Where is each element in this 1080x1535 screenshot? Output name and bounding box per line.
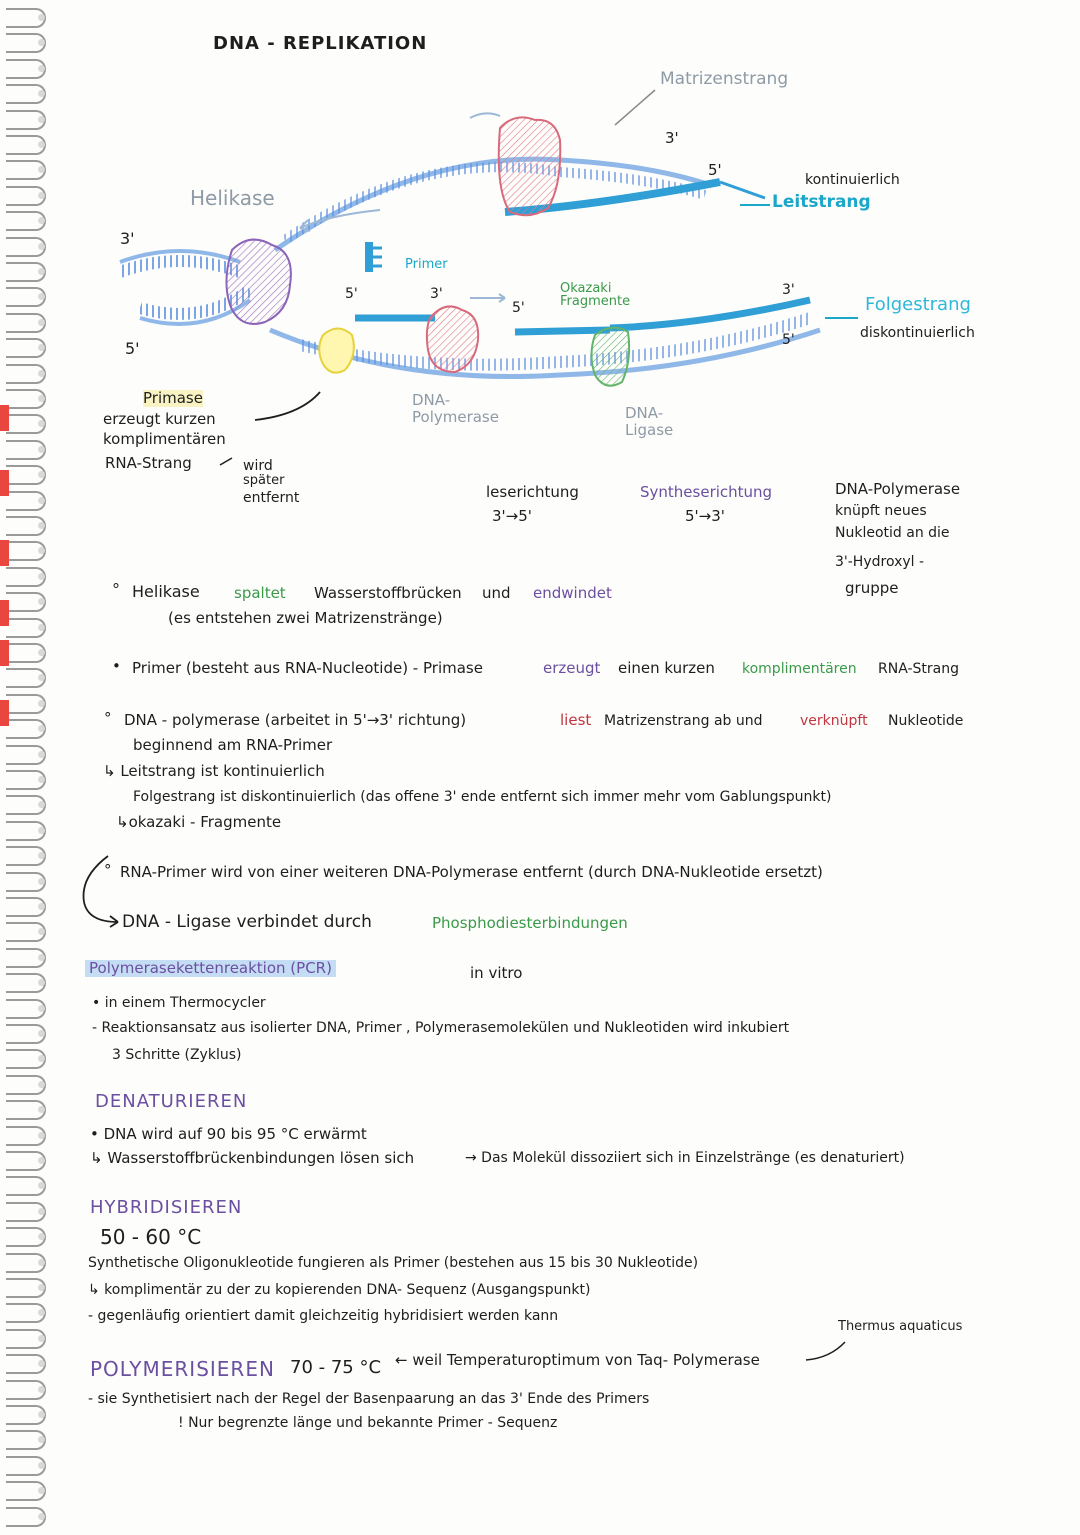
polymerase-leading-shape — [499, 117, 561, 215]
direction-arrow-top — [470, 113, 500, 118]
binding-hole — [38, 1030, 45, 1037]
denat-line3: → Das Molekül dissoziiert sich in Einzelstränge (es denaturiert) — [465, 1150, 905, 1166]
note-poly-f: beginnend am RNA-Primer — [133, 736, 333, 754]
wird-later-3: entfernt — [243, 490, 300, 506]
label-leading-5: 5' — [708, 161, 722, 179]
label-primer-3: 3' — [430, 286, 443, 302]
binding-hole — [38, 1132, 45, 1139]
label-matrizenstrang: Matrizenstrang — [660, 69, 789, 89]
label-helikase: Helikase — [190, 186, 275, 210]
note-folge: Folgestrang ist diskontinuierlich (das offene 3' ende entfernt sich immer mehr vom Gablungspunkt) — [133, 789, 832, 805]
poly-heading: POLYMERISIEREN — [90, 1357, 275, 1381]
poly-note-1: DNA-Polymerase — [835, 480, 961, 498]
label-okazaki: Okazaki Fragmente — [560, 281, 631, 309]
note-poly-b: liest — [560, 711, 592, 729]
note-helikase-f: (es entstehen zwei Matrizenstränge) — [168, 609, 443, 627]
hyb-line3: - gegenläufig orientiert damit gleichzeitig hybridisiert werden kann — [88, 1308, 559, 1324]
note-helikase-e: endwindet — [533, 584, 612, 602]
note-poly-e: Nukleotide — [888, 713, 964, 729]
note-okazaki: ↳okazaki - Fragmente — [116, 813, 282, 831]
note-helikase-c: Wasserstoffbrücken — [314, 584, 462, 602]
leader-primase — [255, 392, 320, 420]
label-dna-ligase: DNA-Ligase — [625, 404, 674, 440]
lagging-fragment-2 — [515, 330, 610, 332]
binding-hole — [38, 1005, 45, 1012]
helicase-shape — [226, 240, 290, 324]
binding-hole — [38, 1157, 45, 1164]
poly-note-2: knüpft neues — [835, 503, 927, 519]
leserichtung-dir: 3'→5' — [492, 507, 532, 525]
label-primer: Primer — [405, 257, 448, 272]
primase-line3: RNA-Strang — [105, 454, 192, 472]
binding-hole — [38, 1208, 45, 1215]
primase-line1: erzeugt kurzen — [103, 410, 216, 428]
poly-line1: - sie Synthetisiert nach der Regel der Basenpaarung an das 3' Ende des Primers — [88, 1391, 650, 1407]
primase-title: Primase — [143, 389, 203, 407]
label-leitstrang: Leitstrang — [772, 192, 871, 212]
binding-hole — [38, 903, 45, 910]
syntheserichtung-dir: 5'→3' — [685, 507, 725, 525]
wird-later-2: später — [243, 473, 285, 488]
label-frag-5: 5' — [512, 300, 525, 316]
label-left-5: 5' — [125, 339, 140, 358]
binding-hole — [38, 1081, 45, 1088]
thermus-arrow — [800, 1338, 860, 1368]
ligase-shape — [592, 328, 630, 386]
label-primer-5: 5' — [345, 286, 358, 302]
thermus-note: Thermus aquaticus — [838, 1319, 963, 1334]
denat-line2: ↳ Wasserstoffbrückenbindungen lösen sich — [90, 1149, 415, 1167]
poly-note-3: Nukleotid an die — [835, 525, 950, 541]
note-primer-b: erzeugt — [543, 659, 601, 677]
binding-hole — [38, 827, 45, 834]
binding-tab — [0, 600, 9, 626]
label-dna-polymerase: DNA-Polymerase — [412, 391, 499, 427]
bullet-helikase: ° — [112, 580, 120, 599]
label-folgestrang: Folgestrang — [865, 294, 971, 315]
binding-hole — [38, 573, 45, 580]
binding-hole — [38, 1335, 45, 1342]
label-lagging-5: 5' — [782, 332, 795, 348]
leserichtung-label: leserichtung — [486, 483, 579, 501]
binding-hole — [38, 1259, 45, 1266]
note-ligase-b: Phosphodiesterbindungen — [432, 914, 628, 932]
page-title: DNA - REPLIKATION — [213, 33, 428, 54]
note-ligase-a: DNA - Ligase verbindet durch — [122, 912, 372, 932]
bullet-rna-primer: ° — [104, 861, 112, 879]
polymerase-lagging-shape — [427, 306, 478, 372]
note-leit: ↳ Leitstrang ist kontinuierlich — [103, 762, 325, 780]
pcr-line2: - Reaktionsansatz aus isolierter DNA, Primer , Polymerasemolekülen und Nukleotiden wird inkubiert — [92, 1020, 790, 1036]
note-helikase-b: spaltet — [234, 584, 286, 602]
note-primer-d: komplimentären — [742, 661, 857, 677]
poly-temp: 70 - 75 °C — [290, 1357, 382, 1378]
note-primer-e: RNA-Strang — [878, 661, 959, 677]
poly-note-4: 3'-Hydroxyl - — [835, 554, 925, 570]
label-diskontinuierlich: diskontinuierlich — [860, 325, 975, 341]
binding-tab — [0, 640, 9, 666]
binding-hole — [38, 878, 45, 885]
binding-hole — [38, 1411, 45, 1418]
note-poly-d: verknüpft — [800, 713, 868, 729]
binding-hole — [38, 624, 45, 631]
bullet-primer: • — [112, 657, 121, 675]
poly-line2: ! Nur begrenzte länge und bekannte Primer - Sequenz — [178, 1415, 558, 1431]
replication-diagram — [0, 0, 1080, 560]
note-rna-primer: RNA-Primer wird von einer weiteren DNA-Polymerase entfernt (durch DNA-Nukleotide ersetzt) — [120, 863, 823, 881]
leader-matrizen — [615, 90, 655, 125]
hyb-heading: HYBRIDISIEREN — [90, 1197, 243, 1218]
note-primer-a: Primer (besteht aus RNA-Nucleotide) - Primase — [132, 659, 483, 677]
label-lagging-3: 3' — [782, 282, 795, 298]
label-kontinuierlich: kontinuierlich — [805, 172, 900, 188]
label-left-3: 3' — [120, 229, 135, 248]
primase-shape — [319, 329, 354, 373]
denat-line1: • DNA wird auf 90 bis 95 °C erwärmt — [90, 1125, 367, 1143]
pcr-heading: Polymerasekettenreaktion (PCR) — [85, 960, 336, 977]
note-poly-a: DNA - polymerase (arbeitet in 5'→3' richtung) — [124, 711, 467, 729]
binding-hole — [38, 1284, 45, 1291]
denat-heading: DENATURIEREN — [95, 1091, 248, 1112]
bullet-polymerase: ° — [104, 709, 112, 727]
primer-block — [365, 242, 373, 272]
primase-line2: komplimentären — [103, 430, 226, 448]
poly-note-5: gruppe — [845, 579, 899, 597]
note-poly-c: Matrizenstrang ab und — [604, 713, 763, 729]
binding-hole — [38, 700, 45, 707]
binding-hole — [38, 751, 45, 758]
pcr-line1: • in einem Thermocycler — [92, 995, 266, 1011]
note-helikase-a: Helikase — [132, 582, 200, 601]
binding-hole — [38, 649, 45, 656]
binding-hole — [38, 954, 45, 961]
hyb-temp: 50 - 60 °C — [100, 1225, 202, 1249]
binding-hole — [38, 776, 45, 783]
binding-hole — [38, 1462, 45, 1469]
label-leading-3: 3' — [665, 129, 679, 147]
leader-wird — [220, 458, 232, 465]
hyb-line2: ↳ komplimentär zu der zu kopierenden DNA- Sequenz (Ausgangspunkt) — [88, 1282, 591, 1298]
binding-hole — [38, 1386, 45, 1393]
note-helikase-d: und — [482, 584, 511, 602]
wird-later-1: wird — [243, 458, 273, 474]
pcr-line3: 3 Schritte (Zyklus) — [112, 1047, 242, 1063]
hyb-line1: Synthetische Oligonukleotide fungieren als Primer (bestehen aus 15 bis 30 Nukleotide) — [88, 1255, 699, 1271]
syntheserichtung-label: Syntheserichtung — [640, 483, 773, 501]
poly-reason: ← weil Temperaturoptimum von Taq- Polymerase — [395, 1351, 760, 1369]
pcr-in-vitro: in vitro — [470, 964, 523, 982]
binding-tab — [0, 700, 9, 726]
binding-hole — [38, 1513, 45, 1520]
note-primer-c: einen kurzen — [618, 659, 715, 677]
